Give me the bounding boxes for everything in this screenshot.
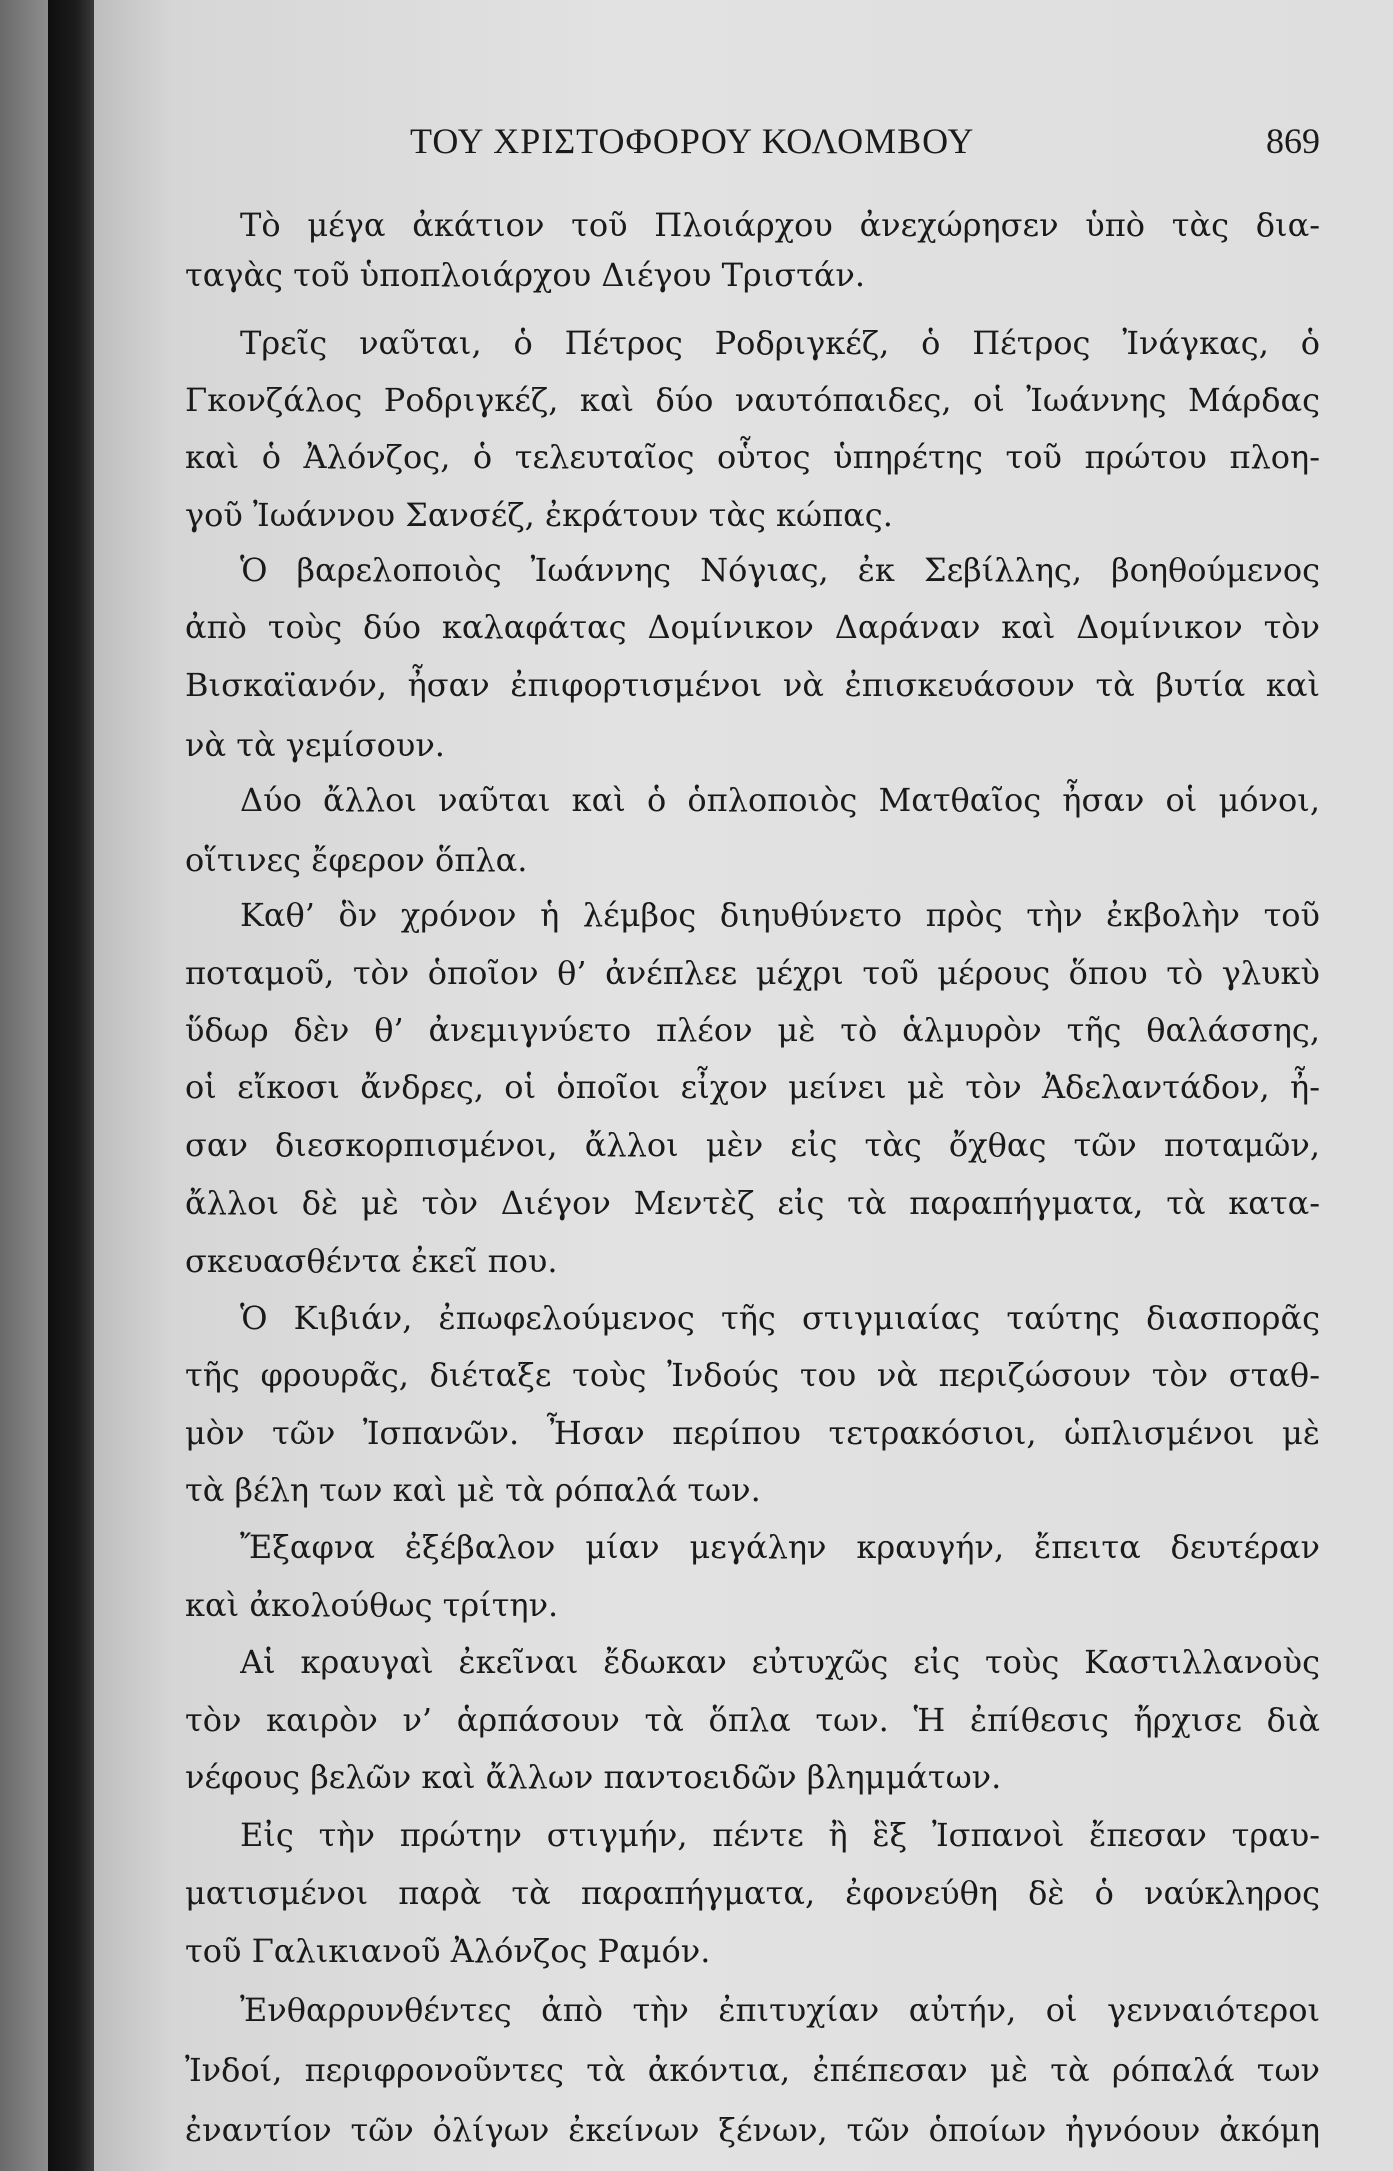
text-line: τῆς φρουρᾶς, διέταξε τοὺς Ἰνδούς του νὰ περιζώσουν τὸν σταθ- (185, 1356, 1320, 1394)
text-line: Αἱ κραυγαὶ ἐκεῖναι ἔδωκαν εὐτυχῶς εἰς τοὺς Καστιλλανοὺς (240, 1643, 1320, 1681)
text-line: Ἔξαφνα ἐξέβαλον μίαν μεγάλην κραυγήν, ἔπειτα δευτέραν (240, 1528, 1320, 1566)
text-line: ἀπὸ τοὺς δύο καλαφάτας Δομίνικον Δαράναν καὶ Δομίνικον τὸν (185, 608, 1320, 646)
text-line: γοῦ Ἰωάννου Σανσέζ, ἐκράτουν τὰς κώπας. (185, 496, 893, 534)
text-line: σαν διεσκορπισμένοι, ἄλλοι μὲν εἰς τὰς ὄχθας τῶν ποταμῶν, (185, 1126, 1320, 1164)
text-line: νὰ τὰ γεμίσουν. (185, 726, 445, 764)
text-line: ταγὰς τοῦ ὑποπλοιάρχου Διέγου Τριστάν. (185, 256, 866, 294)
text-line: τὰ βέλη των καὶ μὲ τὰ ρόπαλά των. (185, 1471, 761, 1509)
text-line: τὸν καιρὸν ν’ ἁρπάσουν τὰ ὅπλα των. Ἡ ἐπίθεσις ἤρχισε διὰ (185, 1701, 1320, 1739)
text-line: οἵτινες ἔφερον ὅπλα. (185, 841, 528, 879)
text-line: Ὁ βαρελοποιὸς Ἰωάννης Νόγιας, ἐκ Σεβίλλης, βοηθούμενος (240, 551, 1320, 589)
text-line: Δύο ἄλλοι ναῦται καὶ ὁ ὁπλοποιὸς Ματθαῖος ἦσαν οἱ μόνοι, (240, 781, 1320, 819)
text-line: ἄλλοι δὲ μὲ τὸν Διέγον Μεντὲζ εἰς τὰ παραπήγματα, τὰ κατα- (185, 1184, 1320, 1222)
text-line: σκευασθέντα ἐκεῖ που. (185, 1242, 558, 1280)
text-line: καὶ ἀκολούθως τρίτην. (185, 1586, 559, 1624)
text-line: ποταμοῦ, τὸν ὁποῖον θ’ ἀνέπλεε μέχρι τοῦ μέρους ὅπου τὸ γλυκὺ (185, 954, 1320, 992)
text-line: καὶ ὁ Ἀλόνζος, ὁ τελευταῖος οὗτος ὑπηρέτης τοῦ πρώτου πλοη- (185, 438, 1320, 476)
text-line: Καθ’ ὃν χρόνον ἡ λέμβος διηυθύνετο πρὸς τὴν ἐκβολὴν τοῦ (240, 896, 1320, 934)
text-line: νέφους βελῶν καὶ ἄλλων παντοειδῶν βλημμάτων. (185, 1758, 1002, 1796)
text-line: Τρεῖς ναῦται, ὁ Πέτρος Ροδριγκέζ, ὁ Πέτρος Ἰνάγκας, ὁ (240, 324, 1320, 362)
text-line: Ἰνδοί, περιφρονοῦντες τὰ ἀκόντια, ἐπέπεσαν μὲ τὰ ρόπαλά των (185, 2051, 1320, 2089)
text-line: οἱ εἴκοσι ἄνδρες, οἱ ὁποῖοι εἶχον μείνει μὲ τὸν Ἀδελαντάδον, ἦ- (185, 1068, 1320, 1106)
text-line: Εἰς τὴν πρώτην στιγμήν, πέντε ἢ ἓξ Ἰσπανοὶ ἔπεσαν τραυ- (240, 1816, 1320, 1854)
text-line: Ἐνθαρρυνθέντες ἀπὸ τὴν ἐπιτυχίαν αὐτήν, οἱ γενναιότεροι (240, 1991, 1320, 2029)
text-line: Βισκαϊανόν, ἦσαν ἐπιφορτισμένοι νὰ ἐπισκευάσουν τὰ βυτία καὶ (185, 666, 1320, 704)
text-line: ἐναντίον τῶν ὀλίγων ἐκείνων ξένων, τῶν ὁποίων ἠγνόουν ἀκόμη (185, 2111, 1320, 2149)
text-line: ματισμένοι παρὰ τὰ παραπήγματα, ἐφονεύθη δὲ ὁ ναύκληρος (185, 1874, 1320, 1912)
text-line: Τὸ μέγα ἀκάτιον τοῦ Πλοιάρχου ἀνεχώρησεν ὑπὸ τὰς δια- (240, 206, 1320, 244)
text-line: τοῦ Γαλικιανοῦ Ἀλόνζος Ραμόν. (185, 1932, 711, 1970)
text-line: Γκονζάλος Ροδριγκέζ, καὶ δύο ναυτόπαιδες, οἱ Ἰωάννης Μάρδας (185, 381, 1320, 419)
text-line: Ὁ Κιβιάν, ἐπωφελούμενος τῆς στιγμιαίας ταύτης διασπορᾶς (240, 1299, 1320, 1337)
page-number: 869 (1266, 121, 1320, 161)
running-title: ΤΟΥ ΧΡΙΣΤΟΦΟΡΟΥ ΚΟΛΟΜΒΟΥ (410, 121, 975, 161)
text-line: μὸν τῶν Ἰσπανῶν. Ἦσαν περίπου τετρακόσιοι, ὡπλισμένοι μὲ (185, 1414, 1320, 1452)
text-line: ὕδωρ δὲν θ’ ἀνεμιγνύετο πλέον μὲ τὸ ἁλμυρὸν τῆς θαλάσσης, (185, 1011, 1320, 1049)
